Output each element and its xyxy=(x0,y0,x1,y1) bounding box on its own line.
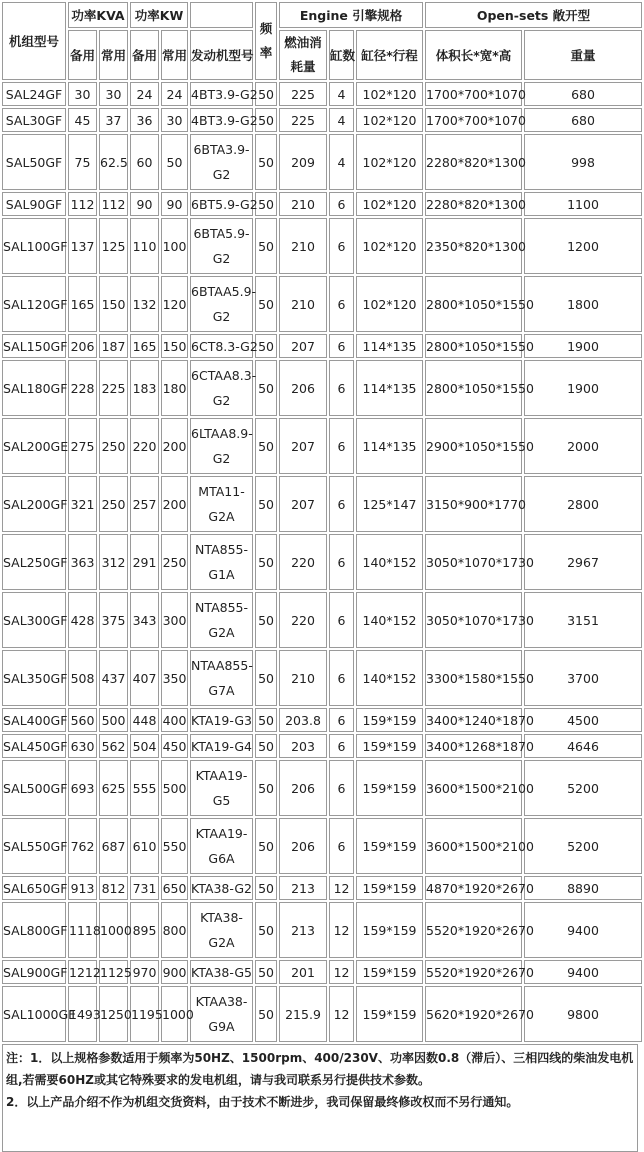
header-engine-group: Engine 引擎规格 xyxy=(279,2,423,28)
cell-model: SAL800GF xyxy=(2,902,66,958)
cell-kw-prime: 1000 xyxy=(161,986,188,1042)
header-opensets-group: Open-sets 敞开型 xyxy=(425,2,642,28)
cell-kw-standby: 183 xyxy=(130,360,159,416)
cell-fuel: 210 xyxy=(279,276,327,332)
cell-engine-model: NTA855-G1A xyxy=(190,534,253,590)
cell-weight: 9800 xyxy=(524,986,642,1042)
cell-kva-standby: 228 xyxy=(68,360,97,416)
header-kva-standby: 备用 xyxy=(68,30,97,80)
cell-fuel: 225 xyxy=(279,82,327,106)
cell-dimensions: 5520*1920*2670 xyxy=(425,902,522,958)
cell-kw-standby: 407 xyxy=(130,650,159,706)
cell-kva-prime: 312 xyxy=(99,534,128,590)
cell-bore-stroke: 159*159 xyxy=(356,708,423,732)
cell-freq: 50 xyxy=(255,986,277,1042)
cell-weight: 680 xyxy=(524,82,642,106)
cell-cylinders: 6 xyxy=(329,334,354,358)
cell-kva-prime: 187 xyxy=(99,334,128,358)
cell-cylinders: 6 xyxy=(329,534,354,590)
cell-engine-model: MTA11-G2A xyxy=(190,476,253,532)
table-row xyxy=(2,108,642,132)
table-row xyxy=(2,902,642,958)
cell-cylinders: 6 xyxy=(329,360,354,416)
header-kw-standby: 备用 xyxy=(130,30,159,80)
cell-weight: 2967 xyxy=(524,534,642,590)
table-row xyxy=(2,760,642,816)
table-row xyxy=(2,650,642,706)
cell-dimensions: 2900*1050*1550 xyxy=(425,418,522,474)
cell-kw-prime: 300 xyxy=(161,592,188,648)
cell-cylinders: 6 xyxy=(329,476,354,532)
header-engine-model: 发动机型号 xyxy=(190,30,253,80)
cell-kva-prime: 1000 xyxy=(99,902,128,958)
table-row xyxy=(2,708,642,732)
cell-engine-model: KTAA38-G9A xyxy=(190,986,253,1042)
cell-dimensions: 2350*820*1300 xyxy=(425,218,522,274)
cell-fuel: 206 xyxy=(279,360,327,416)
cell-engine-model: 6BT5.9-G2 xyxy=(190,192,253,216)
cell-model: SAL50GF xyxy=(2,134,66,190)
header-kva-prime: 常用 xyxy=(99,30,128,80)
table-row xyxy=(2,960,642,984)
cell-kva-prime: 1250 xyxy=(99,986,128,1042)
cell-kva-standby: 165 xyxy=(68,276,97,332)
cell-weight: 9400 xyxy=(524,960,642,984)
cell-weight: 2800 xyxy=(524,476,642,532)
cell-dimensions: 3050*1070*1730 xyxy=(425,534,522,590)
cell-cylinders: 12 xyxy=(329,986,354,1042)
header-cylinders: 缸数 xyxy=(329,30,354,80)
cell-cylinders: 6 xyxy=(329,218,354,274)
cell-bore-stroke: 140*152 xyxy=(356,592,423,648)
cell-freq: 50 xyxy=(255,818,277,874)
cell-kva-standby: 45 xyxy=(68,108,97,132)
table-row xyxy=(2,334,642,358)
cell-bore-stroke: 114*135 xyxy=(356,334,423,358)
cell-bore-stroke: 114*135 xyxy=(356,418,423,474)
cell-kw-standby: 610 xyxy=(130,818,159,874)
cell-kva-prime: 375 xyxy=(99,592,128,648)
cell-kva-prime: 437 xyxy=(99,650,128,706)
table-row xyxy=(2,218,642,274)
cell-dimensions: 4870*1920*2670 xyxy=(425,876,522,900)
cell-weight: 2000 xyxy=(524,418,642,474)
cell-kva-prime: 500 xyxy=(99,708,128,732)
cell-model: SAL180GF xyxy=(2,360,66,416)
cell-kw-prime: 150 xyxy=(161,334,188,358)
cell-freq: 50 xyxy=(255,334,277,358)
cell-kva-standby: 30 xyxy=(68,82,97,106)
cell-engine-model: 6BTAA5.9-G2 xyxy=(190,276,253,332)
cell-engine-model: KTA38-G2 xyxy=(190,876,253,900)
cell-kw-prime: 250 xyxy=(161,534,188,590)
cell-engine-model: KTA38-G5 xyxy=(190,960,253,984)
cell-kva-prime: 1125 xyxy=(99,960,128,984)
cell-kw-prime: 350 xyxy=(161,650,188,706)
cell-fuel: 213 xyxy=(279,902,327,958)
table-row xyxy=(2,134,642,190)
cell-kw-standby: 132 xyxy=(130,276,159,332)
cell-model: SAL450GF xyxy=(2,734,66,758)
table-row xyxy=(2,418,642,474)
cell-weight: 3700 xyxy=(524,650,642,706)
table-row xyxy=(2,818,642,874)
cell-freq: 50 xyxy=(255,418,277,474)
header-weight: 重量 xyxy=(524,30,642,80)
cell-model: SAL24GF xyxy=(2,82,66,106)
cell-cylinders: 6 xyxy=(329,592,354,648)
cell-kw-prime: 200 xyxy=(161,476,188,532)
cell-kva-prime: 37 xyxy=(99,108,128,132)
cell-model: SAL90GF xyxy=(2,192,66,216)
table-row xyxy=(2,592,642,648)
cell-bore-stroke: 102*120 xyxy=(356,108,423,132)
table-row xyxy=(2,734,642,758)
cell-cylinders: 6 xyxy=(329,276,354,332)
cell-bore-stroke: 102*120 xyxy=(356,276,423,332)
cell-freq: 50 xyxy=(255,708,277,732)
cell-kva-prime: 812 xyxy=(99,876,128,900)
table-row xyxy=(2,276,642,332)
cell-kva-prime: 62.5 xyxy=(99,134,128,190)
cell-kw-prime: 400 xyxy=(161,708,188,732)
cell-fuel: 206 xyxy=(279,760,327,816)
cell-dimensions: 3400*1268*1870 xyxy=(425,734,522,758)
cell-kva-standby: 206 xyxy=(68,334,97,358)
cell-fuel: 203 xyxy=(279,734,327,758)
table-row xyxy=(2,534,642,590)
cell-weight: 680 xyxy=(524,108,642,132)
cell-kva-standby: 137 xyxy=(68,218,97,274)
cell-model: SAL650GF xyxy=(2,876,66,900)
cell-dimensions: 2280*820*1300 xyxy=(425,192,522,216)
cell-freq: 50 xyxy=(255,82,277,106)
cell-bore-stroke: 102*120 xyxy=(356,82,423,106)
cell-kva-standby: 321 xyxy=(68,476,97,532)
cell-kw-standby: 220 xyxy=(130,418,159,474)
cell-fuel: 210 xyxy=(279,650,327,706)
cell-engine-model: 6BTA3.9-G2 xyxy=(190,134,253,190)
cell-cylinders: 12 xyxy=(329,960,354,984)
cell-model: SAL900GF xyxy=(2,960,66,984)
header-freq: 频率 xyxy=(255,2,277,80)
cell-kva-prime: 687 xyxy=(99,818,128,874)
cell-model: SAL250GF xyxy=(2,534,66,590)
table-row xyxy=(2,82,642,106)
cell-freq: 50 xyxy=(255,876,277,900)
header-kva: 功率KVA xyxy=(68,2,128,28)
cell-weight: 8890 xyxy=(524,876,642,900)
cell-weight: 9400 xyxy=(524,902,642,958)
cell-model: SAL550GF xyxy=(2,818,66,874)
cell-kva-prime: 562 xyxy=(99,734,128,758)
cell-model: SAL120GF xyxy=(2,276,66,332)
cell-freq: 50 xyxy=(255,192,277,216)
cell-cylinders: 6 xyxy=(329,734,354,758)
cell-model: SAL300GF xyxy=(2,592,66,648)
cell-model: SAL150GF xyxy=(2,334,66,358)
header-kw-prime: 常用 xyxy=(161,30,188,80)
cell-fuel: 225 xyxy=(279,108,327,132)
cell-kw-prime: 100 xyxy=(161,218,188,274)
cell-cylinders: 4 xyxy=(329,108,354,132)
cell-engine-model: 4BT3.9-G2 xyxy=(190,108,253,132)
cell-fuel: 206 xyxy=(279,818,327,874)
cell-kw-standby: 291 xyxy=(130,534,159,590)
cell-kva-standby: 275 xyxy=(68,418,97,474)
cell-model: SAL100GF xyxy=(2,218,66,274)
cell-kw-standby: 60 xyxy=(130,134,159,190)
cell-kw-standby: 1195 xyxy=(130,986,159,1042)
cell-kva-standby: 112 xyxy=(68,192,97,216)
cell-bore-stroke: 159*159 xyxy=(356,960,423,984)
cell-cylinders: 6 xyxy=(329,650,354,706)
cell-engine-model: KTAA19-G5 xyxy=(190,760,253,816)
cell-kw-prime: 200 xyxy=(161,418,188,474)
cell-kw-standby: 895 xyxy=(130,902,159,958)
table-row xyxy=(2,476,642,532)
cell-kva-prime: 225 xyxy=(99,360,128,416)
cell-bore-stroke: 102*120 xyxy=(356,218,423,274)
header-kw: 功率KW xyxy=(130,2,188,28)
cell-kw-standby: 504 xyxy=(130,734,159,758)
cell-bore-stroke: 102*120 xyxy=(356,192,423,216)
cell-kw-prime: 180 xyxy=(161,360,188,416)
cell-dimensions: 2800*1050*1550 xyxy=(425,360,522,416)
cell-engine-model: KTA38-G2A xyxy=(190,902,253,958)
cell-kva-standby: 762 xyxy=(68,818,97,874)
table-row xyxy=(2,876,642,900)
cell-dimensions: 2280*820*1300 xyxy=(425,134,522,190)
cell-kw-prime: 50 xyxy=(161,134,188,190)
cell-freq: 50 xyxy=(255,650,277,706)
cell-freq: 50 xyxy=(255,592,277,648)
cell-kw-prime: 500 xyxy=(161,760,188,816)
cell-weight: 1900 xyxy=(524,334,642,358)
cell-bore-stroke: 159*159 xyxy=(356,986,423,1042)
cell-weight: 5200 xyxy=(524,760,642,816)
cell-kw-prime: 90 xyxy=(161,192,188,216)
header-dimensions: 体积长*宽*高 xyxy=(425,30,522,80)
header-bore-stroke: 缸径*行程 xyxy=(356,30,423,80)
cell-kw-prime: 800 xyxy=(161,902,188,958)
cell-freq: 50 xyxy=(255,218,277,274)
cell-kw-standby: 970 xyxy=(130,960,159,984)
header-fuel: 燃油消耗量 xyxy=(279,30,327,80)
cell-bore-stroke: 140*152 xyxy=(356,650,423,706)
cell-weight: 4500 xyxy=(524,708,642,732)
cell-freq: 50 xyxy=(255,760,277,816)
cell-engine-model: KTAA19-G6A xyxy=(190,818,253,874)
cell-kw-prime: 550 xyxy=(161,818,188,874)
cell-kw-standby: 555 xyxy=(130,760,159,816)
cell-kva-prime: 30 xyxy=(99,82,128,106)
cell-weight: 1200 xyxy=(524,218,642,274)
cell-kw-standby: 36 xyxy=(130,108,159,132)
cell-fuel: 201 xyxy=(279,960,327,984)
cell-freq: 50 xyxy=(255,476,277,532)
cell-weight: 5200 xyxy=(524,818,642,874)
cell-kva-standby: 913 xyxy=(68,876,97,900)
cell-engine-model: 4BT3.9-G2 xyxy=(190,82,253,106)
table-row xyxy=(2,360,642,416)
cell-bore-stroke: 159*159 xyxy=(356,876,423,900)
cell-model: SAL200GE xyxy=(2,418,66,474)
cell-fuel: 210 xyxy=(279,218,327,274)
cell-kva-standby: 75 xyxy=(68,134,97,190)
cell-fuel: 207 xyxy=(279,418,327,474)
cell-kw-prime: 900 xyxy=(161,960,188,984)
cell-freq: 50 xyxy=(255,360,277,416)
cell-engine-model: 6BTA5.9-G2 xyxy=(190,218,253,274)
cell-model: SAL30GF xyxy=(2,108,66,132)
cell-freq: 50 xyxy=(255,134,277,190)
cell-engine-model: 6CT8.3-G2 xyxy=(190,334,253,358)
header-blank xyxy=(190,2,253,28)
cell-model: SAL350GF xyxy=(2,650,66,706)
table-row xyxy=(2,986,642,1042)
cell-weight: 1900 xyxy=(524,360,642,416)
cell-dimensions: 5620*1920*2670 xyxy=(425,986,522,1042)
cell-dimensions: 1700*700*1070 xyxy=(425,108,522,132)
cell-kw-prime: 30 xyxy=(161,108,188,132)
cell-cylinders: 6 xyxy=(329,760,354,816)
cell-dimensions: 3300*1580*1550 xyxy=(425,650,522,706)
cell-engine-model: 6CTAA8.3-G2 xyxy=(190,360,253,416)
cell-engine-model: NTAA855-G7A xyxy=(190,650,253,706)
cell-kw-prime: 24 xyxy=(161,82,188,106)
cell-freq: 50 xyxy=(255,108,277,132)
cell-engine-model: NTA855-G2A xyxy=(190,592,253,648)
cell-weight: 4646 xyxy=(524,734,642,758)
cell-bore-stroke: 114*135 xyxy=(356,360,423,416)
cell-kw-standby: 257 xyxy=(130,476,159,532)
cell-cylinders: 12 xyxy=(329,902,354,958)
cell-weight: 1800 xyxy=(524,276,642,332)
cell-kva-standby: 560 xyxy=(68,708,97,732)
cell-engine-model: KTA19-G4 xyxy=(190,734,253,758)
cell-kva-prime: 625 xyxy=(99,760,128,816)
cell-cylinders: 6 xyxy=(329,418,354,474)
cell-fuel: 207 xyxy=(279,476,327,532)
cell-kw-prime: 450 xyxy=(161,734,188,758)
cell-fuel: 220 xyxy=(279,592,327,648)
cell-bore-stroke: 102*120 xyxy=(356,134,423,190)
cell-kva-standby: 630 xyxy=(68,734,97,758)
cell-kva-prime: 250 xyxy=(99,418,128,474)
cell-freq: 50 xyxy=(255,276,277,332)
cell-model: SAL400GF xyxy=(2,708,66,732)
note-2: 2．以上产品介绍不作为机组交货资料，由于技术不断进步，我司保留最终修改权而不另行通知。 xyxy=(6,1095,519,1109)
cell-kva-standby: 1118 xyxy=(68,902,97,958)
cell-dimensions: 3150*900*1770 xyxy=(425,476,522,532)
cell-freq: 50 xyxy=(255,902,277,958)
cell-kva-standby: 1493 xyxy=(68,986,97,1042)
cell-fuel: 220 xyxy=(279,534,327,590)
cell-kva-standby: 508 xyxy=(68,650,97,706)
cell-weight: 998 xyxy=(524,134,642,190)
cell-freq: 50 xyxy=(255,534,277,590)
cell-dimensions: 2800*1050*1550 xyxy=(425,334,522,358)
cell-kw-standby: 165 xyxy=(130,334,159,358)
cell-kva-standby: 693 xyxy=(68,760,97,816)
cell-dimensions: 3600*1500*2100 xyxy=(425,818,522,874)
cell-kw-standby: 90 xyxy=(130,192,159,216)
header-model: 机组型号 xyxy=(2,2,66,80)
cell-kva-prime: 125 xyxy=(99,218,128,274)
cell-kw-standby: 448 xyxy=(130,708,159,732)
cell-freq: 50 xyxy=(255,734,277,758)
cell-bore-stroke: 159*159 xyxy=(356,818,423,874)
cell-dimensions: 1700*700*1070 xyxy=(425,82,522,106)
cell-dimensions: 3400*1240*1870 xyxy=(425,708,522,732)
cell-fuel: 215.9 xyxy=(279,986,327,1042)
cell-kva-prime: 250 xyxy=(99,476,128,532)
cell-kw-prime: 650 xyxy=(161,876,188,900)
cell-kw-standby: 110 xyxy=(130,218,159,274)
cell-dimensions: 5520*1920*2670 xyxy=(425,960,522,984)
cell-fuel: 210 xyxy=(279,192,327,216)
cell-bore-stroke: 159*159 xyxy=(356,734,423,758)
cell-fuel: 207 xyxy=(279,334,327,358)
cell-bore-stroke: 159*159 xyxy=(356,902,423,958)
cell-model: SAL1000GE xyxy=(2,986,66,1042)
cell-kva-standby: 428 xyxy=(68,592,97,648)
cell-model: SAL200GF xyxy=(2,476,66,532)
cell-cylinders: 6 xyxy=(329,818,354,874)
cell-freq: 50 xyxy=(255,960,277,984)
cell-kva-prime: 112 xyxy=(99,192,128,216)
cell-cylinders: 12 xyxy=(329,876,354,900)
cell-bore-stroke: 140*152 xyxy=(356,534,423,590)
cell-dimensions: 3600*1500*2100 xyxy=(425,760,522,816)
cell-kw-standby: 343 xyxy=(130,592,159,648)
cell-dimensions: 2800*1050*1550 xyxy=(425,276,522,332)
cell-model: SAL500GF xyxy=(2,760,66,816)
cell-cylinders: 4 xyxy=(329,82,354,106)
cell-kva-prime: 150 xyxy=(99,276,128,332)
cell-kw-standby: 731 xyxy=(130,876,159,900)
cell-cylinders: 6 xyxy=(329,708,354,732)
cell-kva-standby: 1212 xyxy=(68,960,97,984)
cell-cylinders: 4 xyxy=(329,134,354,190)
cell-weight: 3151 xyxy=(524,592,642,648)
cell-dimensions: 3050*1070*1730 xyxy=(425,592,522,648)
notes xyxy=(2,1044,638,1152)
cell-engine-model: 6LTAA8.9-G2 xyxy=(190,418,253,474)
cell-bore-stroke: 125*147 xyxy=(356,476,423,532)
cell-kva-standby: 363 xyxy=(68,534,97,590)
table-row xyxy=(2,192,642,216)
cell-engine-model: KTA19-G3 xyxy=(190,708,253,732)
cell-fuel: 203.8 xyxy=(279,708,327,732)
cell-kw-prime: 120 xyxy=(161,276,188,332)
cell-bore-stroke: 159*159 xyxy=(356,760,423,816)
cell-fuel: 213 xyxy=(279,876,327,900)
cell-weight: 1100 xyxy=(524,192,642,216)
cell-fuel: 209 xyxy=(279,134,327,190)
cell-cylinders: 6 xyxy=(329,192,354,216)
note-1: 注：1．以上规格参数适用于频率为50HZ、1500rpm、400/230V、功率因数0.8（滞后）、三相四线的柴油发电机组,若需要60HZ或其它特殊要求的发电机组，请与我司联系另行提供技术参数。 xyxy=(6,1051,634,1087)
cell-kw-standby: 24 xyxy=(130,82,159,106)
